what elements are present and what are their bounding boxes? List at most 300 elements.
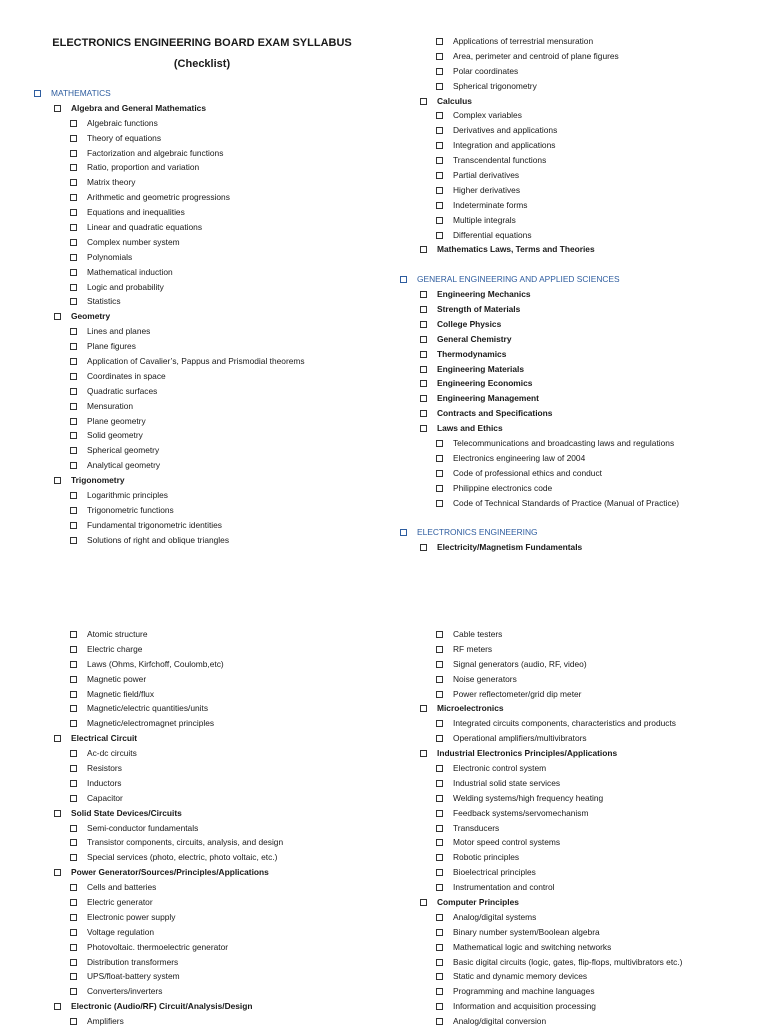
- checklist-label: Plane geometry: [87, 415, 146, 426]
- topic-item: [400, 701, 768, 716]
- checkbox-icon[interactable]: [420, 544, 427, 551]
- checkbox-icon[interactable]: [436, 795, 443, 802]
- checkbox-icon[interactable]: [70, 795, 77, 802]
- checkbox-icon[interactable]: [436, 127, 443, 134]
- subtopic-item: [34, 969, 404, 984]
- checkbox-icon[interactable]: [70, 839, 77, 846]
- checkbox-icon[interactable]: [70, 462, 77, 469]
- subtopic-item: [34, 701, 404, 716]
- checkbox-icon[interactable]: [436, 884, 443, 891]
- section-heading: [400, 272, 768, 287]
- checkbox-icon[interactable]: [436, 187, 443, 194]
- checklist-label: Photovoltaic. thermoelectric generator: [87, 941, 229, 952]
- topic-item: [400, 317, 768, 332]
- checklist-label: Polar coordinates: [453, 65, 519, 76]
- checkbox-icon[interactable]: [70, 179, 77, 186]
- checkbox-icon[interactable]: [70, 929, 77, 936]
- checklist-label: Equations and inequalities: [87, 207, 185, 218]
- checkbox-icon[interactable]: [436, 53, 443, 60]
- subtopic-item: [34, 835, 404, 850]
- checkbox-icon[interactable]: [436, 157, 443, 164]
- checkbox-icon[interactable]: [54, 477, 61, 484]
- subtopic-item: [34, 220, 404, 235]
- checkbox-icon[interactable]: [70, 522, 77, 529]
- subtopic-item: [400, 969, 768, 984]
- checkbox-icon[interactable]: [436, 839, 443, 846]
- checklist-label: Thermodynamics: [437, 348, 507, 359]
- subtopic-item: [34, 324, 404, 339]
- checkbox-icon[interactable]: [436, 661, 443, 668]
- checkbox-icon[interactable]: [436, 440, 443, 447]
- checklist-label: Algebraic functions: [87, 117, 158, 128]
- checkbox-icon[interactable]: [70, 959, 77, 966]
- checklist-label: Partial derivatives: [453, 170, 520, 181]
- checklist-label: Contracts and Specifications: [437, 408, 553, 419]
- subtopic-item: [34, 850, 404, 865]
- checklist-label: Derivatives and applications: [453, 125, 558, 136]
- subtopic-item: [34, 116, 404, 131]
- checklist-label: Multiple integrals: [453, 214, 516, 225]
- checkbox-icon[interactable]: [70, 298, 77, 305]
- checkbox-icon[interactable]: [436, 825, 443, 832]
- checklist-label: Polynomials: [87, 251, 133, 262]
- page1-right-column: [400, 34, 768, 555]
- subtopic-item: [400, 657, 768, 672]
- checkbox-icon[interactable]: [70, 914, 77, 921]
- subtopic-item: [34, 687, 404, 702]
- checkbox-icon[interactable]: [70, 825, 77, 832]
- checkbox-icon[interactable]: [420, 366, 427, 373]
- checkbox-icon[interactable]: [70, 899, 77, 906]
- checklist-label: Mathematical logic and switching networks: [453, 941, 612, 952]
- checklist-label: Atomic structure: [87, 629, 148, 639]
- checkbox-icon[interactable]: [70, 447, 77, 454]
- checklist-label: Spherical geometry: [87, 445, 160, 456]
- checklist-label: Spherical trigonometry: [453, 80, 537, 91]
- checkbox-icon[interactable]: [436, 959, 443, 966]
- checkbox-icon[interactable]: [70, 676, 77, 683]
- subtopic-item: [400, 228, 768, 243]
- topic-item: [400, 895, 768, 910]
- checkbox-icon[interactable]: [70, 492, 77, 499]
- section-heading: [400, 525, 768, 540]
- subtopic-item: [400, 627, 768, 642]
- checkbox-icon[interactable]: [436, 217, 443, 224]
- checklist-label: Integrated circuits components, characteristics and products: [453, 718, 676, 729]
- subtopic-item: [34, 910, 404, 925]
- checklist-label: Indeterminate forms: [453, 199, 528, 210]
- checkbox-icon[interactable]: [70, 135, 77, 142]
- subtopic-item: [34, 131, 404, 146]
- checklist-label: UPS/float-battery system: [87, 971, 180, 982]
- checkbox-icon[interactable]: [420, 336, 427, 343]
- subtopic-item: [34, 250, 404, 265]
- checkbox-icon[interactable]: [436, 914, 443, 921]
- checkbox-icon[interactable]: [436, 973, 443, 980]
- subtopic-item: [34, 280, 404, 295]
- subtopic-item: [34, 657, 404, 672]
- document-title: ELECTRONICS ENGINEERING BOARD EXAM SYLLABUS: [52, 37, 352, 49]
- subtopic-item: [34, 428, 404, 443]
- checklist-label: Electric charge: [87, 643, 143, 654]
- checkbox-icon[interactable]: [70, 254, 77, 261]
- checkbox-icon[interactable]: [436, 929, 443, 936]
- checkbox-icon[interactable]: [420, 425, 427, 432]
- checkbox-icon[interactable]: [436, 172, 443, 179]
- checklist-label: GENERAL ENGINEERING AND APPLIED SCIENCES: [417, 274, 620, 285]
- checkbox-icon[interactable]: [436, 676, 443, 683]
- checkbox-icon[interactable]: [70, 388, 77, 395]
- checkbox-icon[interactable]: [436, 68, 443, 75]
- checkbox-icon[interactable]: [70, 120, 77, 127]
- checklist-label: Code of Technical Standards of Practice (Manual of Practice): [453, 497, 680, 508]
- subtopic-item: [400, 984, 768, 999]
- checkbox-icon[interactable]: [54, 810, 61, 817]
- checklist-label: Mathematics Laws, Terms and Theories: [437, 244, 595, 255]
- checkbox-icon[interactable]: [70, 194, 77, 201]
- checkbox-icon[interactable]: [70, 1018, 77, 1025]
- page1-left-column: [34, 86, 404, 548]
- checklist-label: Operational amplifiers/multivibrators: [453, 733, 587, 744]
- checkbox-icon[interactable]: [420, 410, 427, 417]
- checkbox-icon[interactable]: [420, 351, 427, 358]
- subtopic-item: [34, 984, 404, 999]
- checklist-label: Complex number system: [87, 236, 180, 247]
- checklist-label: Higher derivatives: [453, 184, 521, 195]
- subtopic-item: [34, 533, 404, 548]
- checkbox-icon[interactable]: [70, 661, 77, 668]
- checklist-label: Solid geometry: [87, 430, 143, 441]
- subtopic-item: [400, 642, 768, 657]
- checkbox-icon[interactable]: [436, 765, 443, 772]
- checkbox-icon[interactable]: [436, 202, 443, 209]
- checkbox-icon[interactable]: [70, 209, 77, 216]
- checkbox-icon[interactable]: [70, 358, 77, 365]
- checklist-label: Quadratic surfaces: [87, 385, 158, 396]
- checklist-label: Industrial solid state services: [453, 777, 561, 788]
- checkbox-icon[interactable]: [70, 988, 77, 995]
- checkbox-icon[interactable]: [436, 142, 443, 149]
- checkbox-icon[interactable]: [436, 232, 443, 239]
- checklist-label: Binary number system/Boolean algebra: [453, 926, 600, 937]
- subtopic-item: [34, 761, 404, 776]
- checkbox-icon[interactable]: [436, 455, 443, 462]
- checklist-label: Application of Cavalier’s, Pappus and Prismodial theorems: [87, 356, 305, 367]
- checklist-label: Differential equations: [453, 229, 532, 240]
- subtopic-item: [400, 806, 768, 821]
- checklist-label: Logic and probability: [87, 281, 164, 292]
- subtopic-item: [34, 1014, 404, 1029]
- checkbox-icon[interactable]: [436, 854, 443, 861]
- checklist-label: College Physics: [437, 318, 502, 329]
- checklist-label: Mensuration: [87, 400, 134, 411]
- checklist-label: Transcendental functions: [453, 155, 547, 166]
- checkbox-icon[interactable]: [436, 646, 443, 653]
- checkbox-icon[interactable]: [436, 112, 443, 119]
- checkbox-icon[interactable]: [70, 765, 77, 772]
- checklist-label: Noise generators: [453, 673, 517, 684]
- checkbox-icon[interactable]: [70, 418, 77, 425]
- checkbox-icon[interactable]: [436, 691, 443, 698]
- checkbox-icon[interactable]: [70, 403, 77, 410]
- subtopic-item: [400, 910, 768, 925]
- checkbox-icon[interactable]: [54, 313, 61, 320]
- checklist-label: Philippine electronics code: [453, 482, 553, 493]
- checkbox-icon[interactable]: [436, 470, 443, 477]
- subtopic-item: [34, 458, 404, 473]
- subtopic-item: [34, 414, 404, 429]
- checkbox-icon[interactable]: [420, 98, 427, 105]
- checklist-label: Engineering Management: [437, 393, 539, 404]
- checkbox-icon[interactable]: [436, 1018, 443, 1025]
- checklist-label: Feedback systems/servomechanism: [453, 807, 589, 818]
- checkbox-icon[interactable]: [436, 720, 443, 727]
- subtopic-item: [400, 183, 768, 198]
- subtopic-item: [34, 488, 404, 503]
- checklist-label: Plane figures: [87, 341, 136, 352]
- checkbox-icon[interactable]: [420, 306, 427, 313]
- checkbox-icon[interactable]: [420, 395, 427, 402]
- checkbox-icon[interactable]: [436, 988, 443, 995]
- topic-item: [400, 347, 768, 362]
- checklist-label: ELECTRONICS ENGINEERING: [417, 527, 538, 538]
- topic-item: [34, 731, 404, 746]
- subtopic-item: [400, 496, 768, 511]
- checklist-label: Solid State Devices/Circuits: [71, 807, 182, 818]
- checkbox-icon[interactable]: [70, 224, 77, 231]
- subtopic-item: [400, 49, 768, 64]
- subtopic-item: [400, 955, 768, 970]
- subtopic-item: [34, 880, 404, 895]
- checkbox-icon[interactable]: [70, 343, 77, 350]
- checklist-label: Cable testers: [453, 629, 503, 639]
- checkbox-icon[interactable]: [436, 735, 443, 742]
- checklist-label: Programming and machine languages: [453, 986, 595, 997]
- checkbox-icon[interactable]: [70, 269, 77, 276]
- subtopic-item: [34, 160, 404, 175]
- checklist-label: Ac-dc circuits: [87, 748, 137, 759]
- subtopic-item: [400, 731, 768, 746]
- checklist-label: Cells and batteries: [87, 882, 157, 893]
- checkbox-icon[interactable]: [70, 328, 77, 335]
- checkbox-icon[interactable]: [70, 239, 77, 246]
- checkbox-icon[interactable]: [70, 705, 77, 712]
- topic-item: [400, 391, 768, 406]
- topic-item: [400, 540, 768, 555]
- topic-item: [34, 101, 404, 116]
- subtopic-item: [400, 138, 768, 153]
- subtopic-item: [400, 108, 768, 123]
- subtopic-item: [34, 369, 404, 384]
- checkbox-icon[interactable]: [436, 1003, 443, 1010]
- subtopic-item: [34, 265, 404, 280]
- subtopic-item: [34, 925, 404, 940]
- checklist-label: Analog/digital systems: [453, 911, 537, 922]
- section-spacer: [400, 511, 768, 526]
- subtopic-item: [34, 175, 404, 190]
- subtopic-item: [400, 821, 768, 836]
- checklist-label: Logarithmic principles: [87, 490, 168, 501]
- checklist-label: Arithmetic and geometric progressions: [87, 192, 230, 203]
- topic-item: [34, 806, 404, 821]
- subtopic-item: [34, 443, 404, 458]
- checklist-label: Instrumentation and control: [453, 882, 555, 893]
- checkbox-icon[interactable]: [70, 373, 77, 380]
- subtopic-item: [400, 687, 768, 702]
- checklist-label: Code of professional ethics and conduct: [453, 467, 602, 478]
- checklist-label: Power Generator/Sources/Principles/Applications: [71, 867, 269, 878]
- checklist-label: MATHEMATICS: [51, 88, 111, 98]
- page2-right-column: [400, 627, 768, 1029]
- checkbox-icon[interactable]: [436, 780, 443, 787]
- checkbox-icon[interactable]: [420, 291, 427, 298]
- checklist-label: Semi-conductor fundamentals: [87, 822, 199, 833]
- checklist-label: Special services (photo, electric, photo voltaic, etc.): [87, 852, 278, 863]
- subtopic-item: [34, 399, 404, 414]
- checklist-label: Lines and planes: [87, 326, 151, 337]
- subtopic-item: [34, 205, 404, 220]
- checkbox-icon[interactable]: [420, 246, 427, 253]
- checkbox-icon[interactable]: [34, 90, 41, 97]
- section-spacer: [400, 257, 768, 272]
- checklist-label: Fundamental trigonometric identities: [87, 519, 222, 530]
- checklist-label: Theory of equations: [87, 132, 162, 143]
- subtopic-item: [400, 198, 768, 213]
- subtopic-item: [34, 354, 404, 369]
- checkbox-icon[interactable]: [70, 854, 77, 861]
- checkbox-icon[interactable]: [436, 485, 443, 492]
- checkbox-icon[interactable]: [70, 284, 77, 291]
- checkbox-icon[interactable]: [70, 432, 77, 439]
- checklist-label: Electronic power supply: [87, 911, 176, 922]
- subtopic-item: [400, 776, 768, 791]
- subtopic-item: [34, 672, 404, 687]
- checklist-label: Engineering Economics: [437, 378, 533, 389]
- checklist-label: Signal generators (audio, RF, video): [453, 658, 587, 669]
- checkbox-icon[interactable]: [70, 750, 77, 757]
- subtopic-item: [34, 518, 404, 533]
- subtopic-item: [400, 34, 768, 49]
- checklist-label: Engineering Materials: [437, 363, 525, 374]
- checklist-label: Converters/inverters: [87, 986, 163, 997]
- subtopic-item: [400, 865, 768, 880]
- subtopic-item: [34, 294, 404, 309]
- checklist-label: Analog/digital conversion: [453, 1016, 547, 1027]
- checkbox-icon[interactable]: [436, 631, 443, 638]
- topic-item: [400, 406, 768, 421]
- checkbox-icon[interactable]: [70, 507, 77, 514]
- subtopic-item: [400, 153, 768, 168]
- checklist-label: Magnetic field/flux: [87, 688, 155, 699]
- checklist-label: Electronic control system: [453, 763, 547, 774]
- subtopic-item: [400, 481, 768, 496]
- checklist-label: RF meters: [453, 643, 493, 654]
- subtopic-item: [34, 339, 404, 354]
- checklist-label: Linear and quadratic equations: [87, 222, 203, 233]
- subtopic-item: [34, 791, 404, 806]
- checklist-label: Mathematical induction: [87, 266, 173, 277]
- checklist-label: Strength of Materials: [437, 304, 521, 315]
- checklist-label: Statistics: [87, 296, 121, 307]
- checklist-label: Static and dynamic memory devices: [453, 971, 588, 982]
- checkbox-icon[interactable]: [436, 810, 443, 817]
- document-subtitle: (Checklist): [173, 58, 231, 70]
- checkbox-icon[interactable]: [54, 1003, 61, 1010]
- subtopic-item: [34, 384, 404, 399]
- checklist-label: Calculus: [437, 95, 472, 106]
- checklist-label: Trigonometry: [71, 475, 125, 486]
- checkbox-icon[interactable]: [70, 631, 77, 638]
- checkbox-icon[interactable]: [70, 537, 77, 544]
- checkbox-icon[interactable]: [436, 83, 443, 90]
- checklist-label: General Chemistry: [437, 333, 512, 344]
- checklist-label: Ratio, proportion and variation: [87, 162, 200, 173]
- checkbox-icon[interactable]: [420, 750, 427, 757]
- checkbox-icon[interactable]: [400, 529, 407, 536]
- checklist-label: Integration and applications: [453, 140, 556, 151]
- checklist-label: Telecommunications and broadcasting laws and regulations: [453, 438, 675, 449]
- checkbox-icon[interactable]: [70, 150, 77, 157]
- topic-item: [400, 287, 768, 302]
- checkbox-icon[interactable]: [436, 38, 443, 45]
- topic-item: [400, 746, 768, 761]
- subtopic-item: [34, 503, 404, 518]
- subtopic-item: [400, 451, 768, 466]
- checklist-label: Coordinates in space: [87, 370, 166, 381]
- checkbox-icon[interactable]: [70, 691, 77, 698]
- checkbox-icon[interactable]: [54, 735, 61, 742]
- section-heading: [34, 86, 404, 101]
- subtopic-item: [34, 716, 404, 731]
- subtopic-item: [400, 791, 768, 806]
- checkbox-icon[interactable]: [70, 646, 77, 653]
- checkbox-icon[interactable]: [420, 705, 427, 712]
- checkbox-icon[interactable]: [420, 380, 427, 387]
- checklist-label: Voltage regulation: [87, 926, 155, 937]
- subtopic-item: [34, 895, 404, 910]
- subtopic-item: [400, 880, 768, 895]
- checkbox-icon[interactable]: [436, 500, 443, 507]
- checkbox-icon[interactable]: [54, 105, 61, 112]
- checklist-label: Microelectronics: [437, 703, 504, 714]
- checklist-label: Electrical Circuit: [71, 733, 138, 744]
- checklist-label: Motor speed control systems: [453, 837, 561, 848]
- checkbox-icon[interactable]: [400, 276, 407, 283]
- checklist-label: Welding systems/high frequency heating: [453, 792, 604, 803]
- checkbox-icon[interactable]: [70, 780, 77, 787]
- checkbox-icon[interactable]: [70, 944, 77, 951]
- subtopic-item: [34, 146, 404, 161]
- checkbox-icon[interactable]: [420, 899, 427, 906]
- checkbox-icon[interactable]: [420, 321, 427, 328]
- checkbox-icon[interactable]: [436, 869, 443, 876]
- topic-item: [34, 865, 404, 880]
- checklist-label: Laws (Ohms, Kirfchoff, Coulomb,etc): [87, 658, 224, 669]
- checkbox-icon[interactable]: [70, 884, 77, 891]
- checklist-label: Resistors: [87, 763, 122, 774]
- checklist-label: Electricity/Magnetism Fundamentals: [437, 542, 583, 553]
- checkbox-icon[interactable]: [70, 720, 77, 727]
- checklist-label: Bioelectrical principles: [453, 867, 536, 878]
- subtopic-item: [34, 190, 404, 205]
- checkbox-icon[interactable]: [70, 973, 77, 980]
- subtopic-item: [400, 1014, 768, 1029]
- subtopic-item: [400, 940, 768, 955]
- checkbox-icon[interactable]: [436, 944, 443, 951]
- checkbox-icon[interactable]: [70, 164, 77, 171]
- page-title: [42, 33, 362, 75]
- checkbox-icon[interactable]: [54, 869, 61, 876]
